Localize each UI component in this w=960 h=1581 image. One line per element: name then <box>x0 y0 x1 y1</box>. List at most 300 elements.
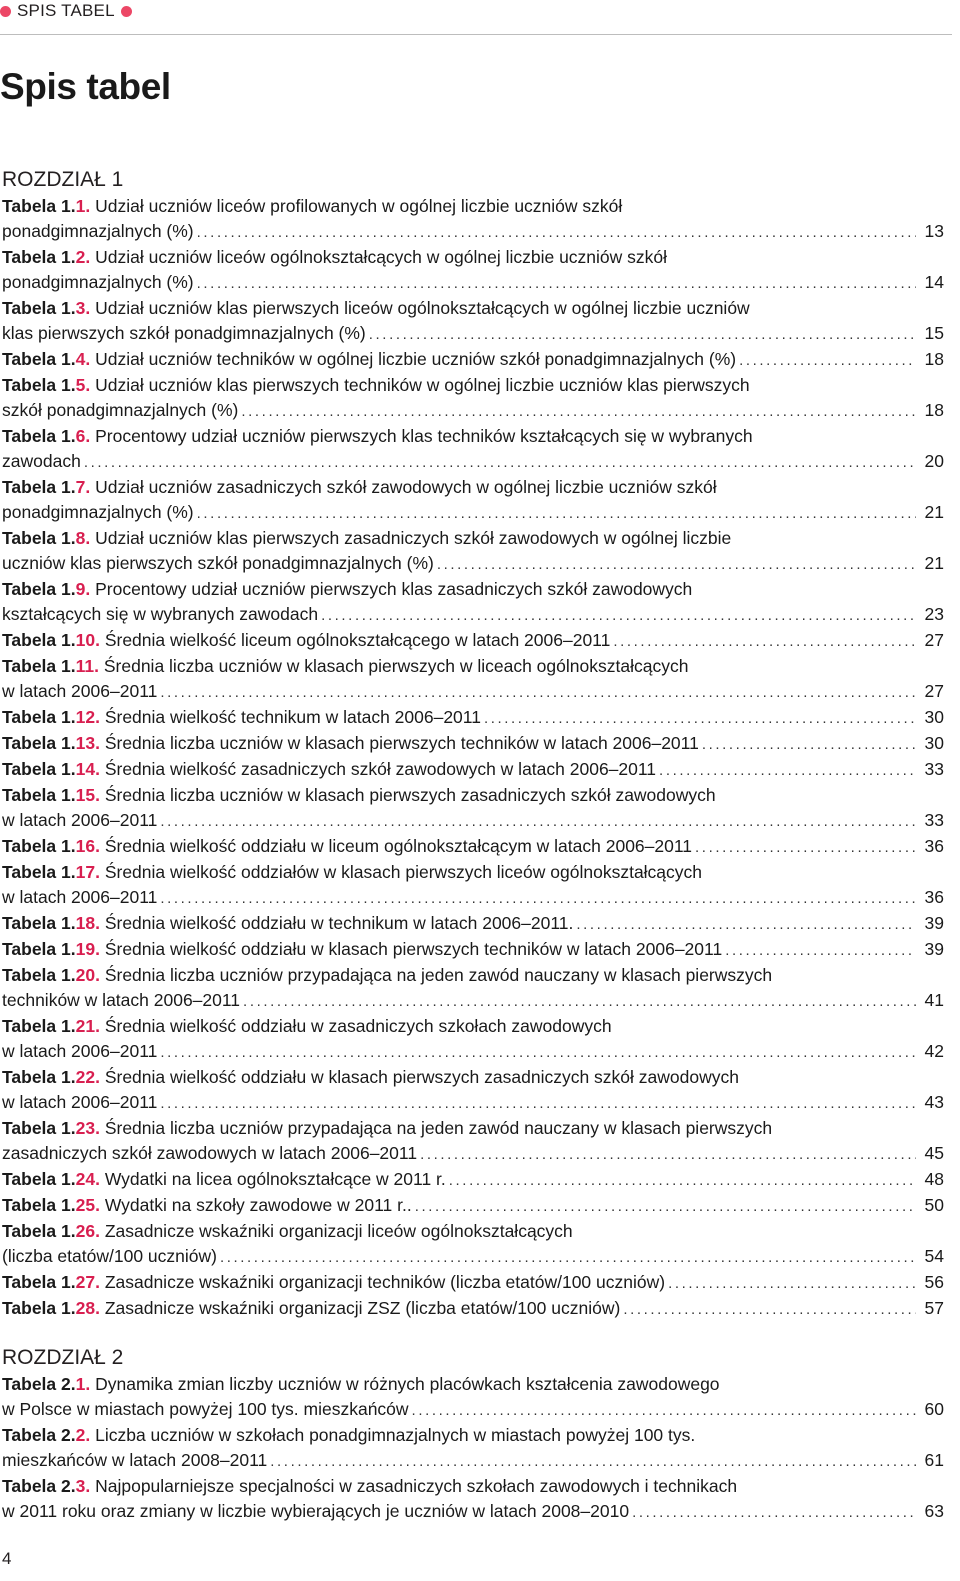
toc-entry-line <box>2 526 944 551</box>
dot-leader <box>220 1245 916 1270</box>
dot-leader <box>160 680 916 705</box>
toc-page-number: 20 <box>924 451 944 471</box>
toc-entry-title: Średnia wielkość oddziału w technikum w latach 2006–2011. <box>104 913 574 933</box>
toc-entry-last-line <box>2 500 944 526</box>
toc-page-number: 39 <box>924 913 944 933</box>
toc-entry-last-line <box>2 551 944 577</box>
table-label-prefix: Tabela 1. <box>2 1169 76 1189</box>
toc-entry-line <box>2 1014 944 1039</box>
table-label-prefix: Tabela 1. <box>2 1067 76 1087</box>
toc-entry-text-wrap <box>2 988 240 1013</box>
table-label <box>2 707 100 727</box>
toc-entry-last-line <box>2 449 944 475</box>
table-label-number: 6. <box>75 426 91 446</box>
toc-entry-last-line <box>2 834 944 860</box>
toc-entry-last-line <box>2 988 944 1014</box>
toc-entry-text-wrap <box>2 449 81 474</box>
toc-entry <box>2 475 944 526</box>
toc-entry-last-line <box>2 808 944 834</box>
table-label-prefix: Tabela 1. <box>2 298 76 318</box>
toc-entry-text-wrap <box>2 579 692 599</box>
toc-entry <box>2 1296 944 1322</box>
toc-entry-text-wrap <box>2 1193 412 1218</box>
toc-entry-text-wrap <box>2 1476 737 1496</box>
table-label-prefix: Tabela 1. <box>2 965 76 985</box>
table-label-prefix: Tabela 2. <box>2 1374 76 1394</box>
toc-entry-title: w latach 2006–2011 <box>2 810 158 830</box>
table-label-number: 18. <box>75 913 100 933</box>
toc-entry-title: Wydatki na szkoły zawodowe w 2011 r.. <box>104 1195 412 1215</box>
table-label <box>2 733 100 753</box>
toc-page-number: 21 <box>924 502 944 522</box>
table-label <box>2 862 100 882</box>
toc-entry <box>2 194 944 245</box>
table-label-prefix: Tabela 2. <box>2 1425 76 1445</box>
toc-entry-text-wrap <box>2 500 194 525</box>
table-label-number: 5. <box>75 375 91 395</box>
toc-entry-title: Średnia liczba uczniów w klasach pierwszych w liceach ogólnokształcących <box>103 656 689 676</box>
toc-entry-title: Procentowy udział uczniów pierwszych klas techników kształcących się w wybranych <box>95 426 753 446</box>
table-label-number: 11. <box>75 656 99 676</box>
dot-leader <box>415 1194 916 1219</box>
toc-entry-line <box>2 1474 944 1499</box>
toc-page-number: 61 <box>924 1450 944 1470</box>
toc-entry-title: ponadgimnazjalnych (%) <box>2 221 194 241</box>
toc-page-number: 21 <box>924 553 944 573</box>
toc-entry <box>2 245 944 296</box>
toc-entry-title: Średnia wielkość oddziału w zasadniczych szkołach zawodowych <box>104 1016 612 1036</box>
toc-entry <box>2 705 944 731</box>
toc-entry-title: Średnia wielkość zasadniczych szkół zawodowych w latach 2006–2011 <box>104 759 657 779</box>
toc-entry-title: Liczba uczniów w szkołach ponadgimnazjalnych w miastach powyżej 100 tys. <box>95 1425 696 1445</box>
toc-entry-text-wrap <box>2 834 692 859</box>
dot-leader <box>197 220 916 245</box>
table-label <box>2 1272 100 1292</box>
table-label-prefix: Tabela 1. <box>2 759 76 779</box>
toc-entry <box>2 347 944 373</box>
table-label <box>2 656 99 676</box>
toc-entry-title: Udział uczniów klas pierwszych techników w ogólnej liczbie uczniów klas pierwszych <box>95 375 750 395</box>
toc-page-number: 18 <box>924 400 944 420</box>
toc-entry-line <box>2 296 944 321</box>
table-label <box>2 375 90 395</box>
table-label-number: 14. <box>75 759 100 779</box>
toc-entry-title: Średnia wielkość oddziału w klasach pierwszych techników w latach 2006–2011 <box>104 939 723 959</box>
toc-page-number: 39 <box>924 939 944 959</box>
table-label-number: 19. <box>75 939 100 959</box>
toc-entry-title: kształcących się w wybranych zawodach <box>2 604 319 624</box>
table-label-prefix: Tabela 1. <box>2 247 76 267</box>
toc-page-number: 41 <box>924 990 944 1010</box>
dot-leader <box>160 1040 916 1065</box>
toc-entry-text-wrap <box>2 1374 720 1394</box>
toc-entry-last-line <box>2 398 944 424</box>
table-label-number: 22. <box>75 1067 100 1087</box>
table-label-number: 28. <box>75 1298 100 1318</box>
dot-leader <box>739 348 916 373</box>
toc-entry-title: w latach 2006–2011 <box>2 681 158 701</box>
toc-entry-line <box>2 373 944 398</box>
toc-entry-title: w latach 2006–2011 <box>2 1041 158 1061</box>
toc-entry <box>2 1193 944 1219</box>
toc-entry <box>2 1116 944 1167</box>
table-label-prefix: Tabela 1. <box>2 375 76 395</box>
toc-entry-text-wrap <box>2 862 702 882</box>
table-of-contents <box>2 166 944 1525</box>
toc-page-number: 23 <box>924 604 944 624</box>
toc-entry-text-wrap <box>2 219 194 244</box>
toc-entry-last-line <box>2 705 944 731</box>
toc-entry-last-line <box>2 1296 944 1322</box>
toc-entry <box>2 424 944 475</box>
dot-leader <box>725 938 916 963</box>
toc-entry <box>2 373 944 424</box>
table-label-number: 24. <box>75 1169 100 1189</box>
toc-entry-text-wrap <box>2 965 772 985</box>
toc-entry-last-line <box>2 757 944 783</box>
toc-entry-text-wrap <box>2 757 656 782</box>
toc-entry-line <box>2 1116 944 1141</box>
toc-page-number: 63 <box>924 1501 944 1521</box>
table-label <box>2 298 90 318</box>
table-label <box>2 965 100 985</box>
toc-entry-text-wrap <box>2 1221 573 1241</box>
toc-entry <box>2 911 944 937</box>
toc-entry-text-wrap <box>2 1448 267 1473</box>
toc-entry-line <box>2 577 944 602</box>
dot-leader <box>659 758 916 783</box>
dot-leader <box>420 1142 916 1167</box>
toc-entry <box>2 1270 944 1296</box>
header-divider <box>0 34 952 35</box>
table-label <box>2 247 90 267</box>
toc-entry <box>2 937 944 963</box>
toc-entry-title: Średnia liczba uczniów w klasach pierwszych zasadniczych szkół zawodowych <box>104 785 716 805</box>
table-label <box>2 1169 100 1189</box>
toc-entry-last-line <box>2 270 944 296</box>
toc-entry <box>2 834 944 860</box>
toc-entry-title: ponadgimnazjalnych (%) <box>2 272 194 292</box>
toc-entry-last-line <box>2 321 944 347</box>
table-label <box>2 477 90 497</box>
toc-entry-text-wrap <box>2 551 434 576</box>
table-label-number: 20. <box>75 965 100 985</box>
toc-entry-text-wrap <box>2 808 157 833</box>
table-label <box>2 1221 100 1241</box>
bullet-dot-icon <box>0 6 11 17</box>
toc-entry-text-wrap <box>2 1141 417 1166</box>
toc-page-number: 56 <box>924 1272 944 1292</box>
table-label-number: 12. <box>75 707 100 727</box>
toc-entry-last-line <box>2 731 944 757</box>
table-label-number: 9. <box>75 579 91 599</box>
table-label-prefix: Tabela 1. <box>2 1195 76 1215</box>
toc-page-number: 50 <box>924 1195 944 1215</box>
dot-leader <box>412 1398 916 1423</box>
toc-page-number: 48 <box>924 1169 944 1189</box>
table-label-number: 7. <box>75 477 91 497</box>
toc-entry-last-line <box>2 937 944 963</box>
toc-entry <box>2 1014 944 1065</box>
toc-entry <box>2 1474 944 1525</box>
toc-entry-text-wrap <box>2 247 667 267</box>
toc-page-number: 30 <box>924 733 944 753</box>
table-label-prefix: Tabela 1. <box>2 349 76 369</box>
table-label-number: 3. <box>75 298 91 318</box>
toc-entry-last-line <box>2 628 944 654</box>
toc-entry-text-wrap <box>2 347 736 372</box>
toc-entry-line <box>2 783 944 808</box>
dot-leader <box>623 1297 916 1322</box>
toc-entry-title: Zasadnicze wskaźniki organizacji liceów ogólnokształcących <box>104 1221 573 1241</box>
toc-entry <box>2 1372 944 1423</box>
dot-leader <box>576 912 916 937</box>
toc-entry-text-wrap <box>2 196 622 216</box>
toc-entry-last-line <box>2 602 944 628</box>
toc-page-number: 33 <box>924 759 944 779</box>
toc-entry-title: zawodach <box>2 451 81 471</box>
toc-entry-title: Udział uczniów liceów profilowanych w ogólnej liczbie uczniów szkół <box>95 196 623 216</box>
toc-entry-title: Udział uczniów klas pierwszych liceów ogólnokształcących w ogólnej liczbie uczniów <box>95 298 750 318</box>
toc-entry <box>2 757 944 783</box>
toc-entry-text-wrap <box>2 1067 739 1087</box>
toc-entry-title: Wydatki na licea ogólnokształcące w 2011 r. <box>104 1169 446 1189</box>
toc-entry-text-wrap <box>2 656 688 676</box>
toc-page-number: 27 <box>924 630 944 650</box>
table-label-number: 2. <box>75 1425 91 1445</box>
toc-entry-title: mieszkańców w latach 2008–2011 <box>2 1450 268 1470</box>
toc-entry-title: Średnia wielkość oddziałów w klasach pierwszych liceów ogólnokształcących <box>104 862 703 882</box>
toc-entry-title: Udział uczniów zasadniczych szkół zawodowych w ogólnej liczbie uczniów szkół <box>95 477 717 497</box>
table-label-prefix: Tabela 1. <box>2 836 76 856</box>
dot-leader <box>243 989 916 1014</box>
dot-leader <box>160 1091 916 1116</box>
table-label <box>2 1298 100 1318</box>
toc-entry-text-wrap <box>2 1244 217 1269</box>
table-label-prefix: Tabela 1. <box>2 1298 76 1318</box>
table-label <box>2 1425 90 1445</box>
table-label-prefix: Tabela 1. <box>2 785 76 805</box>
page-title: Spis tabel <box>0 66 171 107</box>
toc-entry-title: szkół ponadgimnazjalnych (%) <box>2 400 239 420</box>
dot-leader <box>668 1271 916 1296</box>
toc-entry-last-line <box>2 1167 944 1193</box>
toc-entry-last-line <box>2 1448 944 1474</box>
toc-entry-title: Średnia liczba uczniów przypadająca na jeden zawód nauczany w klasach pierwszych <box>104 1118 773 1138</box>
toc-entry-text-wrap <box>2 321 366 346</box>
toc-entry-title: Zasadnicze wskaźniki organizacji techników (liczba etatów/100 uczniów) <box>104 1272 666 1292</box>
toc-entry-title: zasadniczych szkół zawodowych w latach 2006–2011 <box>2 1143 418 1163</box>
toc-entry-text-wrap <box>2 1397 409 1422</box>
table-label-number: 8. <box>75 528 91 548</box>
table-label-prefix: Tabela 1. <box>2 196 76 216</box>
table-label-number: 10. <box>75 630 100 650</box>
toc-entry-last-line <box>2 1397 944 1423</box>
toc-entry-title: Najpopularniejsze specjalności w zasadniczych szkołach zawodowych i technikach <box>95 1476 738 1496</box>
toc-entry-text-wrap <box>2 1118 772 1138</box>
toc-entry-last-line <box>2 679 944 705</box>
table-label <box>2 349 90 369</box>
toc-entry-text-wrap <box>2 937 722 962</box>
toc-entry-text-wrap <box>2 731 699 756</box>
table-label-number: 17. <box>75 862 100 882</box>
running-header <box>0 0 132 22</box>
table-label-number: 16. <box>75 836 100 856</box>
toc-entry-text-wrap <box>2 785 716 805</box>
toc-entry <box>2 1167 944 1193</box>
dot-leader <box>702 732 916 757</box>
dot-leader <box>695 835 916 860</box>
table-label-number: 1. <box>75 196 91 216</box>
toc-entry-title: Średnia wielkość liceum ogólnokształcącego w latach 2006–2011 <box>104 630 611 650</box>
toc-entry-title: w Polsce w miastach powyżej 100 tys. mieszkańców <box>2 1399 409 1419</box>
toc-page-number: 43 <box>924 1092 944 1112</box>
toc-entry <box>2 783 944 834</box>
table-label-prefix: Tabela 1. <box>2 939 76 959</box>
table-label <box>2 836 100 856</box>
toc-entry-last-line <box>2 885 944 911</box>
bullet-dot-icon <box>121 6 132 17</box>
table-label-prefix: Tabela 1. <box>2 656 76 676</box>
table-label <box>2 1118 100 1138</box>
chapter-section <box>2 1344 944 1525</box>
toc-entry-text-wrap <box>2 1270 665 1295</box>
toc-entry-text-wrap <box>2 528 731 548</box>
toc-entry <box>2 860 944 911</box>
table-label-prefix: Tabela 1. <box>2 862 76 882</box>
toc-entry-title: Dynamika zmian liczby uczniów w różnych placówkach kształcenia zawodowego <box>95 1374 720 1394</box>
toc-page-number: 30 <box>924 707 944 727</box>
table-label-prefix: Tabela 1. <box>2 528 76 548</box>
table-label <box>2 1067 100 1087</box>
toc-entry-title: klas pierwszych szkół ponadgimnazjalnych (%) <box>2 323 366 343</box>
toc-entry-line <box>2 245 944 270</box>
dot-leader <box>369 322 916 347</box>
toc-page-number: 13 <box>924 221 944 241</box>
toc-entry-line <box>2 194 944 219</box>
table-label-prefix: Tabela 1. <box>2 707 76 727</box>
dot-leader <box>270 1449 916 1474</box>
toc-entry-text-wrap <box>2 1425 695 1445</box>
toc-entry-last-line <box>2 1039 944 1065</box>
toc-entry-last-line <box>2 1499 944 1525</box>
toc-entry <box>2 1065 944 1116</box>
table-label <box>2 426 90 446</box>
table-label-number: 25. <box>75 1195 100 1215</box>
toc-entry-last-line <box>2 347 944 373</box>
table-label-prefix: Tabela 1. <box>2 477 76 497</box>
toc-entry-text-wrap <box>2 426 753 446</box>
toc-entry-last-line <box>2 219 944 245</box>
table-label <box>2 1016 100 1036</box>
table-label-number: 1. <box>75 1374 91 1394</box>
dot-leader <box>160 886 916 911</box>
toc-entry-text-wrap <box>2 1016 612 1036</box>
toc-entry-title: Średnia wielkość oddziału w liceum ogólnokształcącym w latach 2006–2011 <box>104 836 693 856</box>
table-label-prefix: Tabela 1. <box>2 913 76 933</box>
table-label-prefix: Tabela 1. <box>2 1272 76 1292</box>
toc-entry-text-wrap <box>2 1499 629 1524</box>
toc-entry-line <box>2 1065 944 1090</box>
table-label <box>2 1476 90 1496</box>
table-label <box>2 579 90 599</box>
toc-entry-title: Zasadnicze wskaźniki organizacji ZSZ (liczba etatów/100 uczniów) <box>104 1298 621 1318</box>
toc-entry-line <box>2 1372 944 1397</box>
table-label-prefix: Tabela 1. <box>2 630 76 650</box>
dot-leader <box>321 603 916 628</box>
toc-entry-line <box>2 1423 944 1448</box>
page-number: 4 <box>2 1549 12 1568</box>
toc-entry <box>2 731 944 757</box>
table-label <box>2 913 100 933</box>
toc-page-number: 45 <box>924 1143 944 1163</box>
toc-page-number: 27 <box>924 681 944 701</box>
table-label <box>2 528 90 548</box>
table-label-prefix: Tabela 1. <box>2 1221 76 1241</box>
toc-page-number: 60 <box>924 1399 944 1419</box>
dot-leader <box>449 1168 916 1193</box>
dot-leader <box>613 629 916 654</box>
toc-entry <box>2 296 944 347</box>
toc-page-number: 42 <box>924 1041 944 1061</box>
toc-entry-line <box>2 424 944 449</box>
toc-entry-text-wrap <box>2 885 157 910</box>
toc-entry-title: uczniów klas pierwszych szkół ponadgimnazjalnych (%) <box>2 553 434 573</box>
table-label <box>2 785 100 805</box>
toc-entry-text-wrap <box>2 1167 446 1192</box>
dot-leader <box>484 706 916 731</box>
toc-entry-title: Średnia liczba uczniów w klasach pierwszych techników w latach 2006–2011 <box>104 733 699 753</box>
table-label-number: 3. <box>75 1476 91 1496</box>
toc-entry-line <box>2 475 944 500</box>
toc-entry-title: Udział uczniów techników w ogólnej liczbie uczniów szkół ponadgimnazjalnych (%) <box>95 349 737 369</box>
toc-entry <box>2 1423 944 1474</box>
table-label-number: 26. <box>75 1221 100 1241</box>
toc-entry-line <box>2 963 944 988</box>
dot-leader <box>632 1500 916 1525</box>
toc-entry-title: w 2011 roku oraz zmiany w liczbie wybierających je uczniów w latach 2008–2010 <box>2 1501 630 1521</box>
dot-leader <box>241 399 916 424</box>
toc-entry-title: Średnia liczba uczniów przypadająca na jeden zawód nauczany w klasach pierwszych <box>104 965 773 985</box>
table-label-prefix: Tabela 1. <box>2 426 76 446</box>
toc-entry-text-wrap <box>2 398 238 423</box>
toc-entry-line <box>2 1219 944 1244</box>
table-label-number: 27. <box>75 1272 100 1292</box>
table-label-number: 4. <box>75 349 91 369</box>
toc-entry-title: Średnia wielkość oddziału w klasach pierwszych zasadniczych szkół zawodowych <box>104 1067 739 1087</box>
toc-entry-text-wrap <box>2 1296 620 1321</box>
toc-entry <box>2 526 944 577</box>
toc-page-number: 33 <box>924 810 944 830</box>
table-label-number: 23. <box>75 1118 100 1138</box>
table-label-number: 13. <box>75 733 100 753</box>
dot-leader <box>84 450 916 475</box>
chapter-heading: ROZDZIAŁ 1 <box>2 168 124 191</box>
toc-entry <box>2 628 944 654</box>
toc-page-number: 18 <box>924 349 944 369</box>
toc-entry-title: ponadgimnazjalnych (%) <box>2 502 194 522</box>
toc-entry-text-wrap <box>2 1039 157 1064</box>
table-label <box>2 1195 100 1215</box>
toc-entry <box>2 654 944 705</box>
toc-entry-text-wrap <box>2 628 610 653</box>
table-label-number: 15. <box>75 785 100 805</box>
toc-entry-text-wrap <box>2 679 157 704</box>
chapter-heading: ROZDZIAŁ 2 <box>2 1346 124 1369</box>
table-label <box>2 196 90 216</box>
chapter-section <box>2 166 944 1322</box>
toc-entry-text-wrap <box>2 375 750 395</box>
